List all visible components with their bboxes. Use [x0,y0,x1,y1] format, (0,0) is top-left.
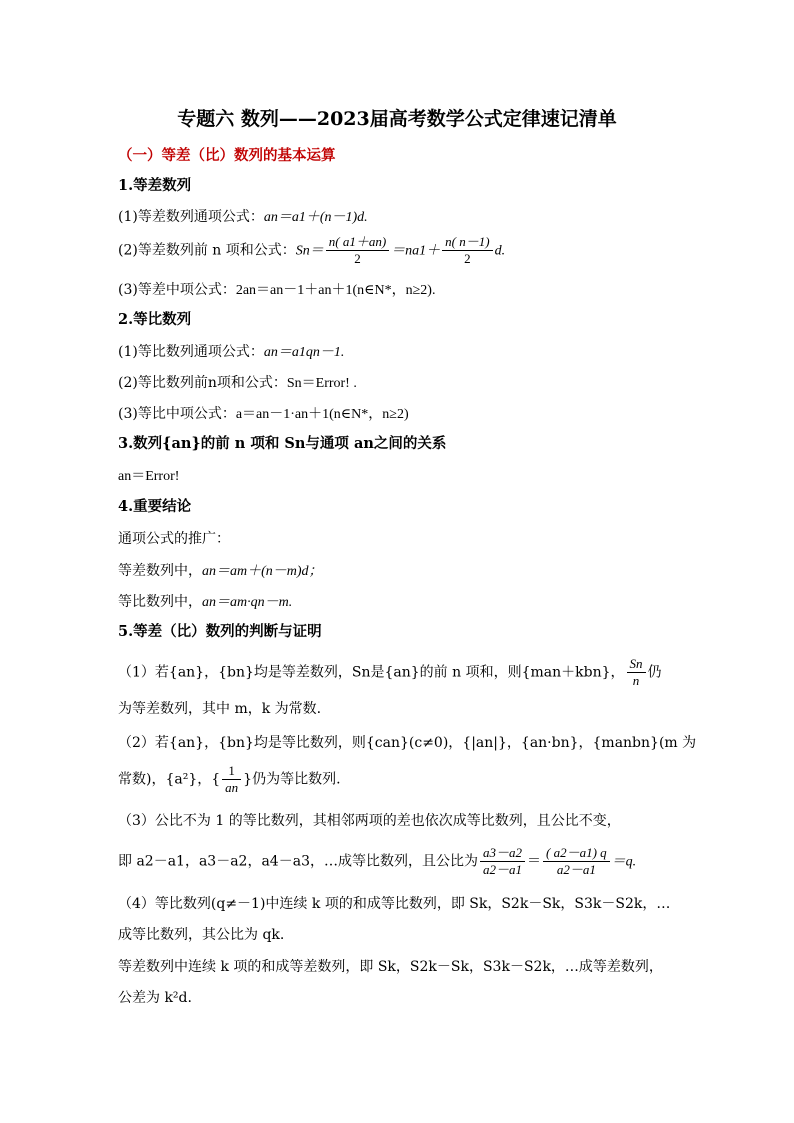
arith-f1-label: (1)等差数列通项公式： [118,209,264,225]
geo-f3-label: (3)等比中项公式： [118,406,236,422]
arith-formula-2 [118,234,505,267]
conclusion-line-2-formula: an＝am＋(n－m)d； [202,564,323,579]
conclusion-line-2-text: 等差数列中， [118,563,202,579]
judge-p5-line-2: 公差为 k²d. [118,990,192,1006]
geo-formula-1 [118,342,344,363]
judge-p2-pre: 常数)，{a²}，{ [118,771,221,788]
arith-f3-formula: 2an＝an－1＋an＋1(n∈N*，n≥2). [235,283,436,298]
frac-numerator: a3－a2 [482,845,522,860]
judge-p1-line-1 [118,656,662,689]
frac-numerator: 1 [228,763,235,778]
judge-p2-line-2 [118,763,341,796]
geo-f2-label: (2)等比数列前n项和公式： [118,375,287,391]
conclusion-line-3-text: 等比数列中， [118,594,202,610]
judge-p2-fraction [222,763,241,796]
section-heading: （一）等差（比）数列的基本运算 [118,147,336,164]
conclusion-line-1: 通项公式的推广： [118,531,230,547]
geo-formula-3 [118,404,409,425]
judge-p1-line-2: 为等差数列，其中 m，k 为常数. [118,701,322,717]
frac-numerator: ( a2－a1) q [546,845,607,860]
arith-f2-end: d. [494,243,506,259]
judge-p3-line-2 [118,845,636,878]
frac-numerator: n( n－1) [445,234,490,249]
judge-heading: 5.等差（比）数列的判断与证明 [118,623,322,640]
arith-f2-fraction-2 [442,234,492,267]
arith-formula-1 [118,207,368,228]
geo-f3-formula: a＝an－1·an＋1(n∈N*，n≥2) [235,407,409,422]
frac-numerator: n( a1＋an) [328,234,387,249]
judge-p1-tail: 仍 [647,664,662,681]
arith-f1-formula: an＝a1＋(n－1)d. [263,210,368,225]
frac-denominator: a2－a1 [543,861,610,878]
judge-p1-text: （1）若{an}，{bn}均是等差数列，Sn是{an}的前 n 项和，则{man＋kbn}， [118,664,625,681]
arith-heading: 1.等差数列 [118,177,192,194]
judge-p2-line-1: （2）若{an}，{bn}均是等比数列，则{can}(c≠0)，{|an|}，{an·bn}，{manbn}(m 为 [118,735,697,751]
frac-denominator: a2－a1 [480,861,525,878]
conclusion-heading: 4.重要结论 [118,498,192,515]
judge-p3-eq: ＝ [527,853,541,870]
judge-p3-fraction-1 [480,845,525,878]
arith-f3-label: (3)等差中项公式： [118,282,236,298]
arith-f2-lhs: Sn＝ [295,243,324,259]
relation-heading: 3.数列{an}的前 n 项和 Sn与通项 an之间的关系 [118,435,447,452]
judge-p1-fraction [627,656,646,689]
geo-f1-label: (1)等比数列通项公式： [118,344,264,360]
frac-denominator: n [627,672,646,689]
frac-denominator: an [222,779,241,796]
geo-heading: 2.等比数列 [118,311,192,328]
frac-denominator: 2 [442,250,492,267]
judge-p3-fraction-2 [543,845,610,878]
conclusion-line-3-formula: an＝am·qn－m. [202,595,293,610]
arith-f2-fraction-1 [326,234,389,267]
frac-denominator: 2 [326,250,389,267]
conclusion-line-3 [118,592,292,613]
judge-p5-line-1: 等差数列中连续 k 项的和成等差数列，即 Sk，S2k－Sk，S3k－S2k，…成等差数列， [118,959,663,975]
arith-formula-3 [118,280,435,301]
arith-f2-mid: ＝na1＋ [391,243,441,259]
judge-p4-line-1: （4）等比数列(q≠－1)中连续 k 项的和成等比数列，即 Sk，S2k－Sk，S3k－S2k，… [118,896,671,912]
judge-p3-post: ＝q. [611,854,637,870]
judge-p4-line-2: 成等比数列，其公比为 qk. [118,927,285,943]
relation-formula-text: an＝Error! [118,469,180,484]
conclusion-line-2 [118,561,323,582]
geo-f2-formula: Sn＝Error! . [286,376,357,391]
judge-p3-pre: 即 a2－a1，a3－a2，a4－a3，…成等比数列，且公比为 [118,853,478,870]
judge-p2-post: }仍为等比数列. [243,771,341,788]
judge-p3-line-1: （3）公比不为 1 的等比数列，其相邻两项的差也依次成等比数列，且公比不变， [118,813,621,829]
frac-numerator: Sn [629,656,643,671]
geo-f1-formula: an＝a1qn－1. [263,345,345,360]
arith-f2-label: (2)等差数列前 n 项和公式： [118,242,296,259]
relation-formula [118,466,179,487]
page-title: 专题六 数列——2023届高考数学公式定律速记清单 [177,108,617,130]
geo-formula-2 [118,373,357,394]
